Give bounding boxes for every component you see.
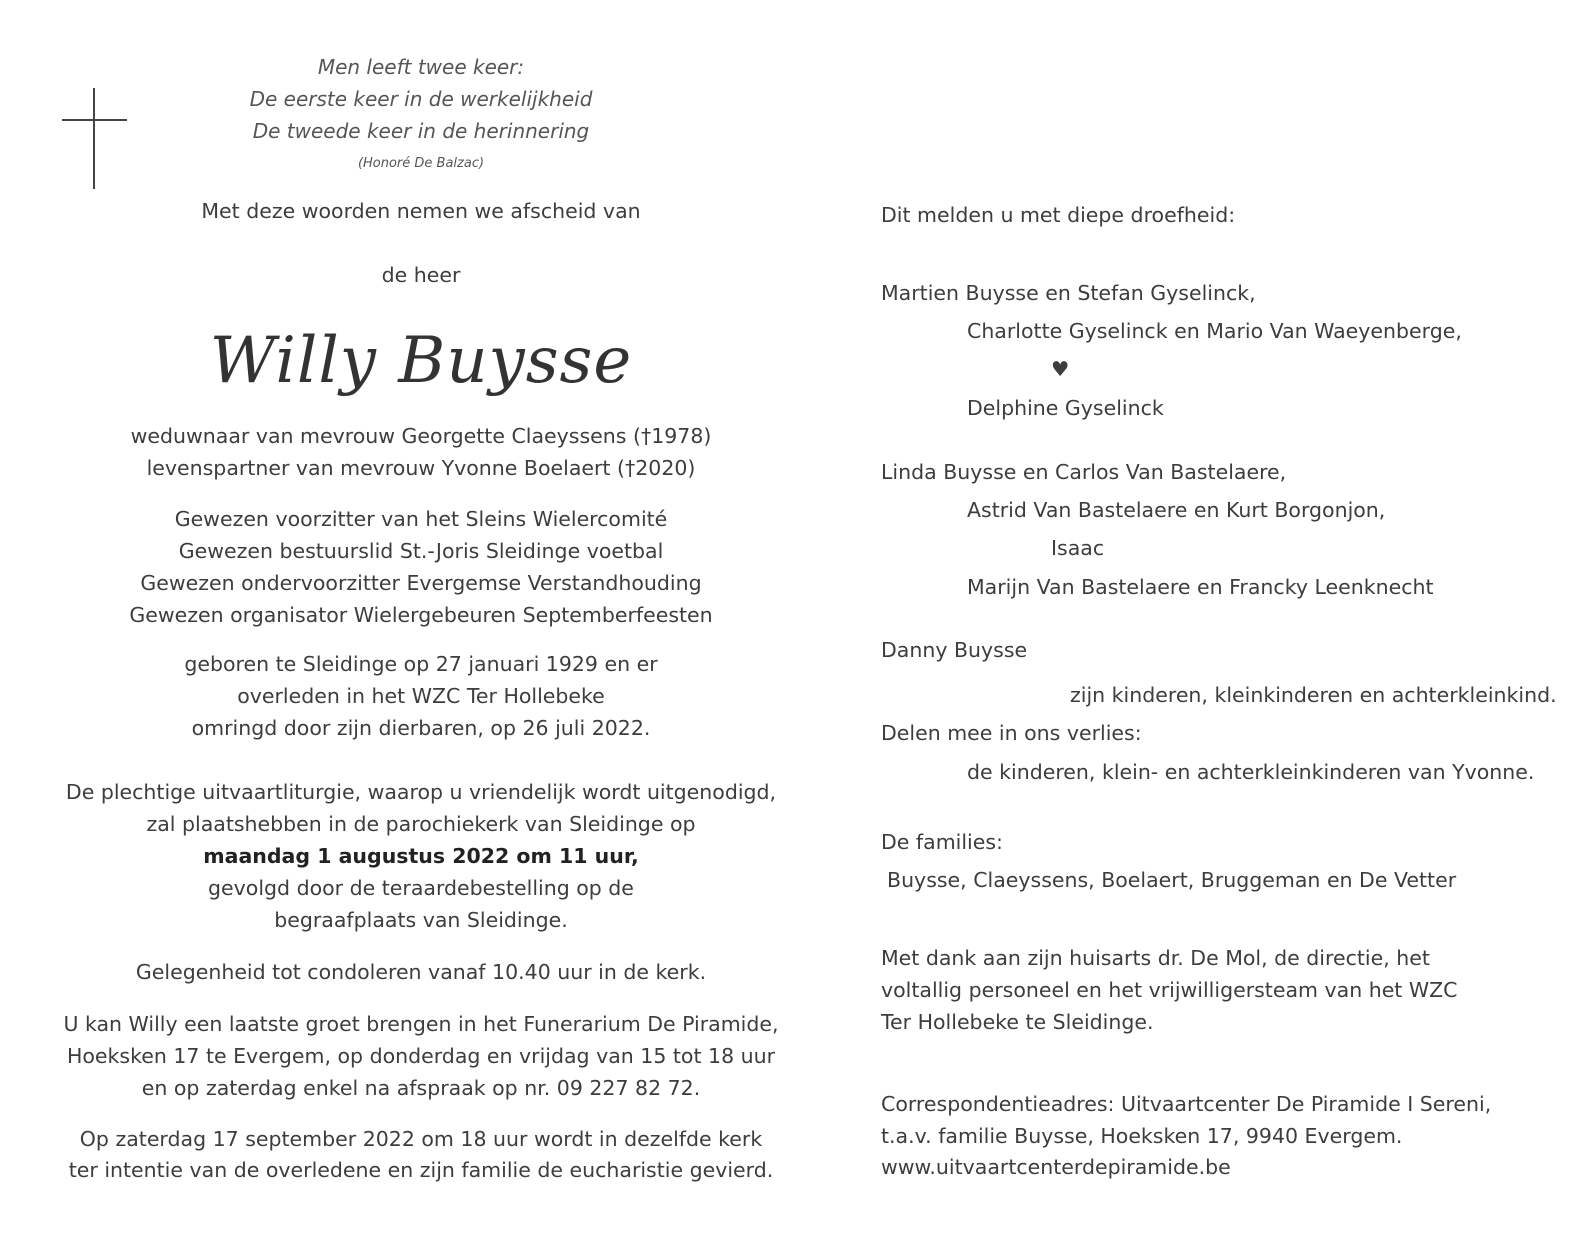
life-line-2: overleden in het WZC Ter Hollebeke — [237, 684, 605, 708]
family-2-grandchild: Isaac — [1051, 536, 1105, 560]
share-detail: de kinderen, klein- en achterkleinkinderen van Yvonne. — [967, 760, 1535, 784]
deceased-name: Willy Buysse — [209, 324, 633, 398]
quote-line-3: De tweede keer in de herinnering — [252, 119, 590, 143]
mass-line-2: ter intentie van de overledene en zijn familie de eucharistie gevierd. — [68, 1158, 774, 1182]
families-label: De families: — [881, 830, 1003, 854]
quote-line-2: De eerste keer in de werkelijkheid — [249, 87, 593, 111]
announce-text: Dit melden u met diepe droefheid: — [881, 203, 1236, 227]
family-2-child-2: Marijn Van Bastelaere en Francky Leenknecht — [967, 575, 1434, 599]
role-1: Gewezen voorzitter van het Sleins Wielercomité — [174, 507, 668, 531]
funeral-line-5: begraafplaats van Sleidinge. — [274, 908, 568, 932]
mass-line-1: Op zaterdag 17 september 2022 om 18 uur wordt in dezelfde kerk — [79, 1127, 763, 1151]
thanks-line-1: Met dank aan zijn huisarts dr. De Mol, de directie, het — [881, 946, 1430, 970]
family-1-child: Charlotte Gyselinck en Mario Van Waeyenberge, — [967, 319, 1462, 343]
relation-1: weduwnaar van mevrouw Georgette Claeyssens (†1978) — [130, 424, 712, 448]
role-4: Gewezen organisator Wielergebeuren Septemberfeesten — [129, 603, 713, 627]
children-summary: zijn kinderen, kleinkinderen en achterkleinkind. — [1070, 683, 1557, 707]
visit-line-1: U kan Willy een laatste groet brengen in het Funerarium De Piramide, — [63, 1012, 779, 1036]
condolence-text: Gelegenheid tot condoleren vanaf 10.40 uur in de kerk. — [135, 960, 707, 984]
family-3-head: Danny Buysse — [881, 638, 1028, 662]
families-list: Buysse, Claeyssens, Boelaert, Bruggeman en De Vetter — [887, 868, 1457, 892]
family-1-grandchild: Delphine Gyselinck — [967, 396, 1164, 420]
life-line-3: omringd door zijn dierbaren, op 26 juli 2022. — [191, 716, 651, 740]
website-link[interactable]: www.uitvaartcenterdepiramide.be — [881, 1155, 1231, 1179]
visit-line-2: Hoeksken 17 te Evergem, op donderdag en vrijdag van 15 tot 18 uur — [66, 1044, 776, 1068]
address-line-1: Correspondentieadres: Uitvaartcenter De Piramide I Sereni, — [881, 1092, 1492, 1116]
visit-line-3: en op zaterdag enkel na afspraak op nr. 09 227 82 72. — [141, 1076, 701, 1100]
family-2-head: Linda Buysse en Carlos Van Bastelaere, — [881, 460, 1287, 484]
family-2-child-1: Astrid Van Bastelaere en Kurt Borgonjon, — [967, 498, 1386, 522]
thanks-line-2: voltallig personeel en het vrijwilligersteam van het WZC — [881, 978, 1458, 1002]
funeral-line-4: gevolgd door de teraardebestelling op de — [208, 876, 634, 900]
quote-source: (Honoré De Balzac) — [357, 156, 485, 171]
thanks-line-3: Ter Hollebeke te Sleidinge. — [881, 1010, 1154, 1034]
address-line-2: t.a.v. familie Buysse, Hoeksken 17, 9940 Evergem. — [881, 1124, 1403, 1148]
funeral-line-1: De plechtige uitvaartliturgie, waarop u vriendelijk wordt uitgenodigd, — [65, 780, 777, 804]
title-text: de heer — [381, 263, 461, 287]
funeral-line-2: zal plaatshebben in de parochiekerk van Sleidinge op — [146, 812, 696, 836]
share-text: Delen mee in ons verlies: — [881, 721, 1142, 745]
heart-icon: ♥ — [1051, 357, 1070, 381]
funeral-date: maandag 1 augustus 2022 om 11 uur, — [203, 844, 639, 868]
role-2: Gewezen bestuurslid St.-Joris Sleidinge voetbal — [178, 539, 664, 563]
relation-2: levenspartner van mevrouw Yvonne Boelaert (†2020) — [146, 456, 696, 480]
role-3: Gewezen ondervoorzitter Evergemse Verstandhouding — [140, 571, 702, 595]
quote-line-1: Men leeft twee keer: — [317, 55, 525, 79]
intro-text: Met deze woorden nemen we afscheid van — [201, 199, 641, 223]
life-line-1: geboren te Sleidinge op 27 januari 1929 en er — [184, 652, 658, 676]
family-1-head: Martien Buysse en Stefan Gyselinck, — [881, 281, 1256, 305]
